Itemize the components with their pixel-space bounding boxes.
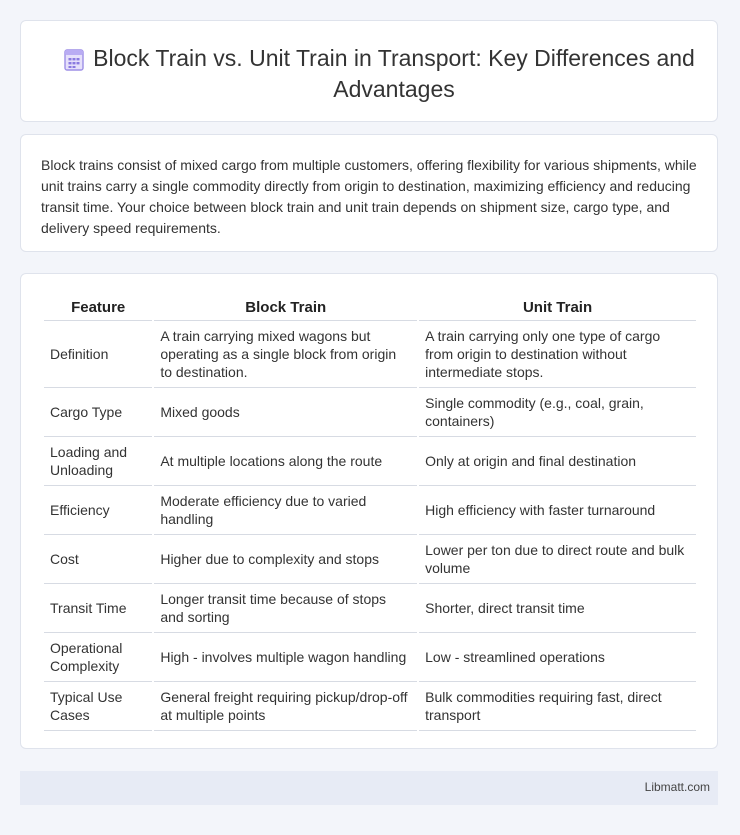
unit-train-cell: Lower per ton due to direct route and bulk volume — [419, 535, 696, 584]
table-row — [44, 321, 696, 388]
page-title: Block Train vs. Unit Train in Transport: Key Differences and Advantages — [93, 45, 695, 102]
title-card — [20, 20, 718, 122]
footer-bar — [20, 771, 718, 805]
unit-train-cell: Low - streamlined operations — [419, 633, 696, 682]
unit-train-cell: A train carrying only one type of cargo from origin to destination without intermediate stops. — [419, 321, 696, 388]
table-row — [44, 584, 696, 633]
unit-train-cell: Single commodity (e.g., coal, grain, containers) — [419, 388, 696, 437]
feature-cell: Loading and Unloading — [44, 437, 152, 486]
comparison-table — [42, 294, 698, 731]
feature-cell: Definition — [44, 321, 152, 388]
table-row — [44, 437, 696, 486]
feature-cell: Cargo Type — [44, 388, 152, 437]
intro-paragraph: Block trains consist of mixed cargo from multiple customers, offering flexibility for various shipments, while unit trains carry a single commodity directly from origin to destination, maximizing efficiency and reducing transit time. Your choice between block train and unit train depends on shipment size, cargo type, and delivery speed requirements. — [41, 157, 697, 236]
table-row — [44, 535, 696, 584]
block-train-cell: Mixed goods — [154, 388, 417, 437]
comparison-card — [20, 273, 718, 749]
block-train-cell: Moderate efficiency due to varied handling — [154, 486, 417, 535]
table-row — [44, 633, 696, 682]
block-train-cell: General freight requiring pickup/drop-off at multiple points — [154, 682, 417, 731]
block-train-cell: A train carrying mixed wagons but operating as a single block from origin to destination. — [154, 321, 417, 388]
header-feature: Feature — [44, 294, 152, 321]
table-row — [44, 388, 696, 437]
table-row — [44, 682, 696, 731]
block-train-cell: Longer transit time because of stops and sorting — [154, 584, 417, 633]
feature-cell: Efficiency — [44, 486, 152, 535]
block-train-cell: High - involves multiple wagon handling — [154, 633, 417, 682]
feature-cell: Transit Time — [44, 584, 152, 633]
unit-train-cell: Bulk commodities requiring fast, direct transport — [419, 682, 696, 731]
header-block-train: Block Train — [154, 294, 417, 321]
feature-cell: Operational Complexity — [44, 633, 152, 682]
footer-site-link[interactable]: Libmatt.com — [644, 780, 710, 794]
unit-train-cell: Shorter, direct transit time — [419, 584, 696, 633]
feature-cell: Typical Use Cases — [44, 682, 152, 731]
unit-train-cell: Only at origin and final destination — [419, 437, 696, 486]
table-row — [44, 486, 696, 535]
intro-card — [20, 134, 718, 252]
block-train-cell: Higher due to complexity and stops — [154, 535, 417, 584]
feature-cell: Cost — [44, 535, 152, 584]
table-header-row — [44, 294, 696, 321]
header-unit-train: Unit Train — [419, 294, 696, 321]
block-train-cell: At multiple locations along the route — [154, 437, 417, 486]
unit-train-cell: High efficiency with faster turnaround — [419, 486, 696, 535]
